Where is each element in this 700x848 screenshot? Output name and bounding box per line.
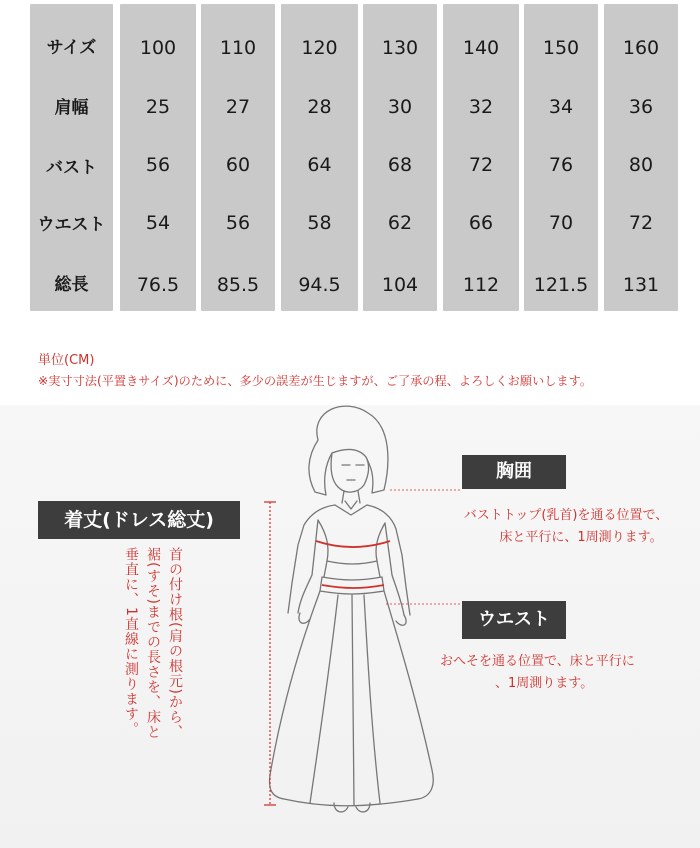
row-header-length: 総長 xyxy=(54,275,89,295)
table-cell: 76.5 xyxy=(136,274,180,296)
table-cell: 62 xyxy=(387,212,413,234)
table-cell: 68 xyxy=(387,154,413,176)
table-cell: 112 xyxy=(462,274,500,296)
size-column-150 xyxy=(524,4,598,311)
table-cell: 30 xyxy=(387,96,413,118)
waist-desc-line: 、1周測ります。 xyxy=(495,676,594,691)
table-cell: 130 xyxy=(381,37,419,59)
table-cell: 60 xyxy=(225,154,251,176)
table-cell: 100 xyxy=(139,37,177,59)
table-cell: 131 xyxy=(622,274,660,296)
table-cell: 94.5 xyxy=(298,274,341,296)
waist-desc-line: おへそを通る位置で、床と平行に xyxy=(440,654,635,669)
table-cell: 36 xyxy=(628,96,654,118)
table-cell: 104 xyxy=(381,274,419,296)
length-description xyxy=(120,547,186,847)
row-header-bust: バスト xyxy=(46,158,97,178)
size-column-100 xyxy=(120,4,196,311)
length-desc-line: 首の付け根(肩の根元)から、 xyxy=(167,547,183,740)
size-column-120 xyxy=(281,4,358,311)
table-cell: 54 xyxy=(145,212,171,234)
row-header-shoulder: 肩幅 xyxy=(54,98,89,118)
table-cell: 150 xyxy=(542,37,580,59)
length-label: 着丈(ドレス総丈) xyxy=(38,501,240,539)
row-header-waist: ウエスト xyxy=(37,215,106,235)
table-cell: 121.5 xyxy=(533,274,589,296)
table-cell: 56 xyxy=(225,212,251,234)
length-desc-line: 垂直に、1直線に測ります。 xyxy=(123,547,139,737)
table-cell: 140 xyxy=(462,37,500,59)
size-column-110 xyxy=(201,4,275,311)
disclaimer-note: ※実寸寸法(平置きサイズ)のために、多少の誤差が生じますが、ご了承の程、よろしくお願いします。 xyxy=(38,374,593,388)
row-header-size: サイズ xyxy=(46,38,97,58)
table-cell: 28 xyxy=(307,96,332,118)
table-cell: 76 xyxy=(548,154,574,176)
size-column-160 xyxy=(604,4,678,311)
bust-desc-line: 床と平行に、1周測ります。 xyxy=(499,530,663,545)
table-cell: 66 xyxy=(468,212,494,234)
table-cell: 85.5 xyxy=(216,274,260,296)
dress-figure-illustration xyxy=(0,405,700,848)
bust-label: 胸囲 xyxy=(462,455,566,489)
table-cell: 72 xyxy=(628,212,654,234)
bust-description xyxy=(446,505,686,549)
table-cell: 58 xyxy=(307,212,332,234)
size-column-140 xyxy=(443,4,519,311)
table-cell: 25 xyxy=(145,96,171,118)
waist-description xyxy=(440,651,695,695)
table-cell: 72 xyxy=(468,154,494,176)
table-cell: 64 xyxy=(307,154,332,176)
size-column-130 xyxy=(363,4,437,311)
table-cell: 120 xyxy=(301,37,338,59)
table-cell: 34 xyxy=(548,96,574,118)
bust-desc-line: バストトップ(乳首)を通る位置で、 xyxy=(463,508,669,523)
table-cell: 32 xyxy=(468,96,494,118)
size-table xyxy=(0,0,700,318)
size-table-header-column xyxy=(30,4,113,311)
waist-label: ウエスト xyxy=(462,601,566,639)
table-cell: 110 xyxy=(219,37,257,59)
table-cell: 56 xyxy=(145,154,171,176)
table-cell: 27 xyxy=(225,96,251,118)
table-cell: 70 xyxy=(548,212,574,234)
table-cell: 80 xyxy=(628,154,654,176)
table-cell: 160 xyxy=(622,37,660,59)
unit-note: 単位(CM) xyxy=(38,353,95,368)
measurement-diagram xyxy=(0,405,700,848)
length-desc-line: 裾(すそ)までの長さを、床と xyxy=(145,547,161,740)
